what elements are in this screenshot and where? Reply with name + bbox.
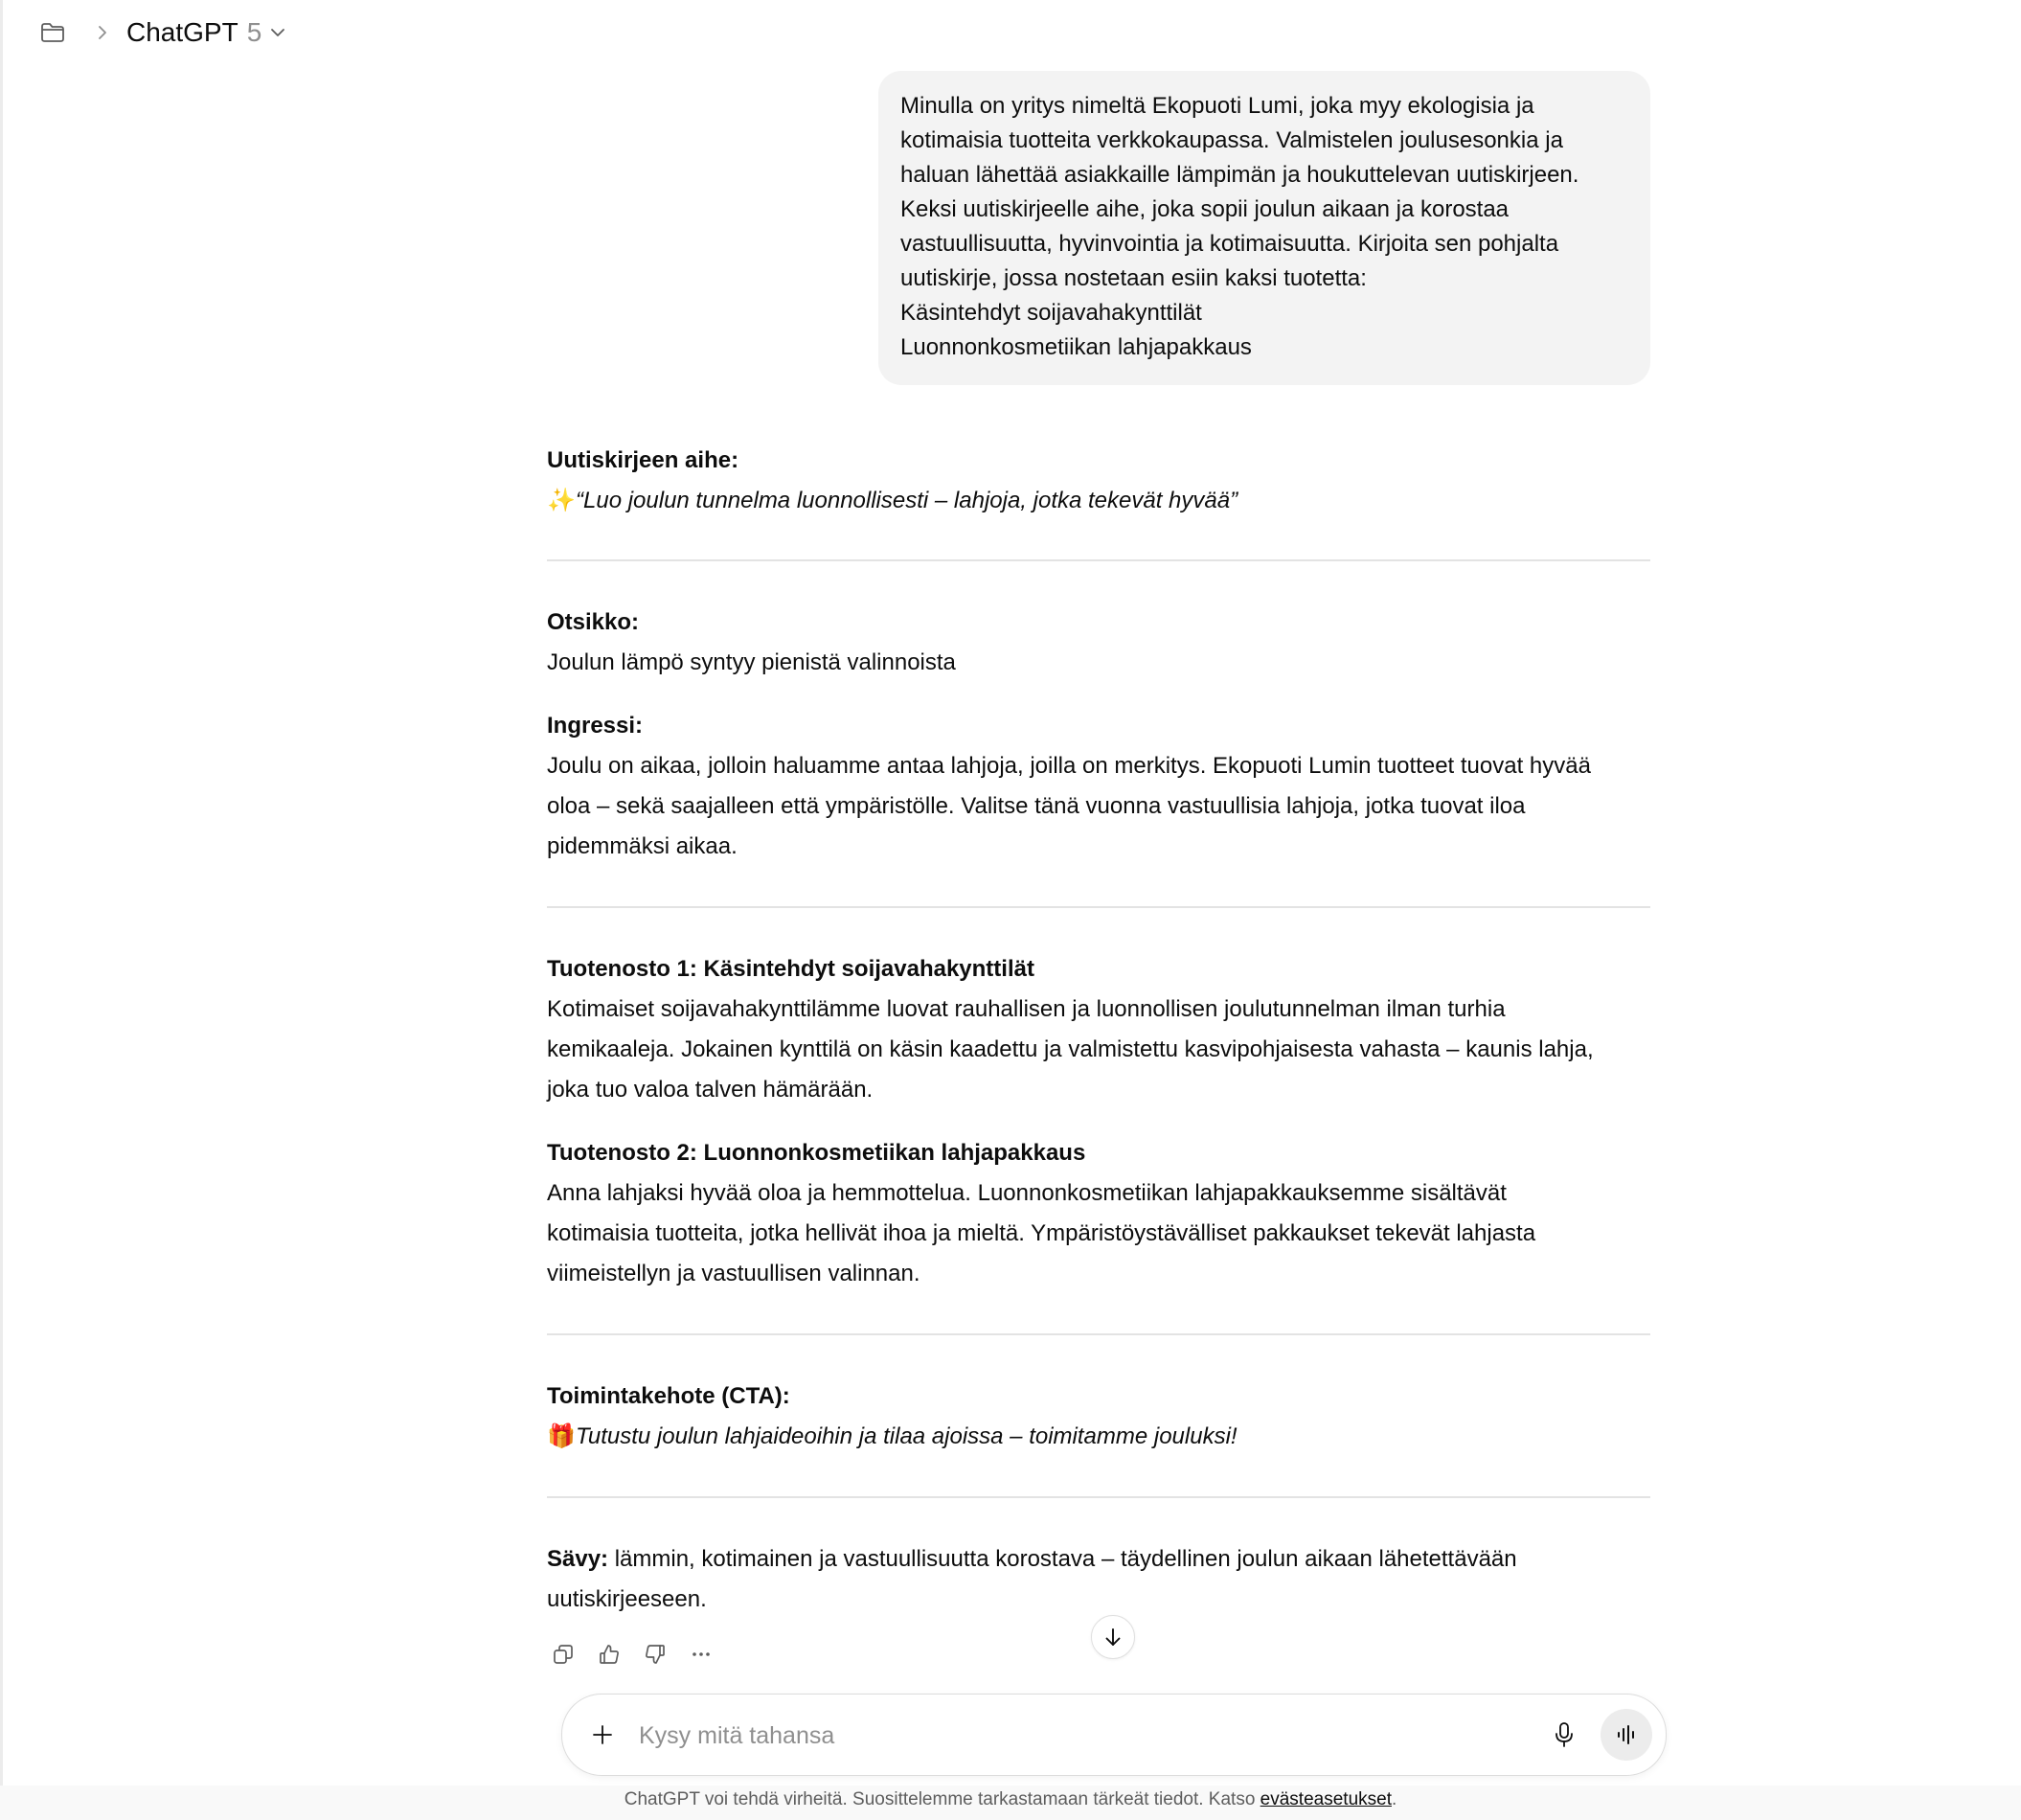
product2-line: kotimaisia tuotteita, jotka hellivät ihoa ja mieltä. Ympäristöystävälliset pakkaukset tekevät lahjasta: [547, 1220, 1536, 1246]
tone-section: [547, 1539, 1650, 1620]
microphone-icon[interactable]: [1549, 1719, 1579, 1750]
chevron-right-icon: [94, 24, 111, 41]
user-message-line: kotimaisia tuotteita verkkokaupassa. Valmistelen joulusesonkia ja: [900, 127, 1563, 153]
cookie-settings-link[interactable]: evästeasetukset: [1260, 1789, 1392, 1809]
intro-line: oloa – sekä saajalleen että ympäristölle. Valitse tänä vuonna vastuullisia lahjoja, jotka tuovat iloa: [547, 793, 1526, 819]
top-bar: [38, 11, 290, 54]
intro-line: pidemmäksi aikaa.: [547, 833, 738, 859]
product1-line: kemikaaleja. Jokainen kynttilä on käsin kaadettu ja valmistettu kasvipohjaisesta vahasta – kaunis lahja,: [547, 1036, 1594, 1062]
product2-line: Anna lahjaksi hyvää oloa ja hemmottelua. Luonnonkosmetiikan lahjapakkauksemme sisältävät: [547, 1180, 1507, 1206]
sparkles-icon: ✨: [547, 488, 576, 513]
user-message-line: Käsintehdyt soijavahakynttilät: [900, 300, 1202, 326]
scroll-to-bottom-button[interactable]: [1091, 1615, 1135, 1659]
product1-line: Kotimaiset soijavahakynttilämme luovat rauhallisen ja luonnollisen joulutunnelman ilman turhia: [547, 996, 1506, 1022]
thumbs-down-icon[interactable]: [639, 1638, 671, 1671]
tone-line: [547, 1539, 1650, 1580]
intro-line: Joulu on aikaa, jolloin haluamme antaa lahjoja, joilla on merkitys. Ekopuoti Lumin tuotteet tuovat hyvää: [547, 753, 1591, 779]
footer-text: ChatGPT voi tehdä virheitä. Suosittelemme tarkastamaan tärkeät tiedot. Katso: [624, 1789, 1260, 1809]
user-message-line: vastuullisuutta, hyvinvointia ja kotimaisuutta. Kirjoita sen pohjalta: [900, 231, 1559, 257]
user-message-line: Minulla on yritys nimeltä Ekopuoti Lumi, joka myy ekologisia ja: [900, 93, 1534, 119]
arrow-down-icon: [1102, 1627, 1124, 1648]
footer-end: .: [1391, 1789, 1397, 1809]
product1-line: joka tuo valoa talven hämärään.: [547, 1077, 874, 1103]
model-name: ChatGPT: [126, 17, 238, 47]
plus-icon[interactable]: [587, 1719, 618, 1750]
product1-section: [547, 949, 1650, 1110]
topic-label: Uutiskirjeen aihe:: [547, 447, 739, 473]
user-message-line: haluan lähettää asiakkaille lämpimän ja houkuttelevan uutiskirjeen.: [900, 162, 1579, 188]
sidebar-edge: [0, 0, 3, 1820]
cta-text: Tutustu joulun lahjaideoihin ja tilaa ajoissa – toimitamme jouluksi!: [576, 1423, 1238, 1449]
prompt-input[interactable]: [637, 1716, 1503, 1756]
message-actions: [547, 1638, 731, 1671]
title-label: Otsikko:: [547, 609, 640, 635]
product2-section: [547, 1133, 1650, 1294]
cta-section: [547, 1376, 1650, 1457]
voice-mode-icon[interactable]: [1601, 1709, 1652, 1761]
intro-section: [547, 706, 1650, 867]
tone-text: lämmin, kotimainen ja vastuullisuutta korostava – täydellinen joulun aikaan lähetettävään: [608, 1546, 1517, 1572]
product2-label: Tuotenosto 2: Luonnonkosmetiikan lahjapakkaus: [547, 1140, 1086, 1166]
more-icon[interactable]: [685, 1638, 717, 1671]
user-message-line: uutiskirje, jossa nostetaan esiin kaksi tuotetta:: [900, 265, 1367, 291]
folder-icon[interactable]: [38, 18, 67, 47]
product2-line: viimeistellyn ja vastuullisen valinnan.: [547, 1261, 920, 1286]
intro-label: Ingressi:: [547, 713, 644, 739]
cta-line: [547, 1417, 1650, 1457]
topic-line: [547, 481, 1650, 521]
thumbs-up-icon[interactable]: [593, 1638, 625, 1671]
user-message-line: Keksi uutiskirjeelle aihe, joka sopii joulun aikaan ja korostaa: [900, 196, 1510, 222]
model-selector[interactable]: [126, 17, 290, 48]
composer: [561, 1694, 1667, 1776]
tone-line-2: uutiskirjeeseen.: [547, 1586, 707, 1612]
divider: [547, 906, 1650, 908]
footer-disclaimer: [0, 1786, 2021, 1820]
divider: [547, 559, 1650, 561]
cta-label: Toimintakehote (CTA):: [547, 1383, 790, 1409]
divider: [547, 1496, 1650, 1498]
topic-section: [547, 441, 1650, 521]
user-message-line: Luonnonkosmetiikan lahjapakkaus: [900, 334, 1252, 360]
tone-label: Sävy:: [547, 1546, 609, 1572]
user-message-bubble: [878, 71, 1650, 385]
topic-text: “Luo joulun tunnelma luonnollisesti – lahjoja, jotka tekevät hyvää”: [576, 488, 1238, 513]
chevron-down-icon: [269, 22, 290, 43]
title-section: [547, 603, 1650, 683]
model-version: 5: [246, 17, 262, 47]
title-text: Joulun lämpö syntyy pienistä valinnoista: [547, 649, 956, 675]
product1-label: Tuotenosto 1: Käsintehdyt soijavahakynttilät: [547, 956, 1034, 982]
gift-icon: 🎁: [547, 1423, 576, 1449]
copy-icon[interactable]: [547, 1638, 579, 1671]
divider: [547, 1333, 1650, 1335]
